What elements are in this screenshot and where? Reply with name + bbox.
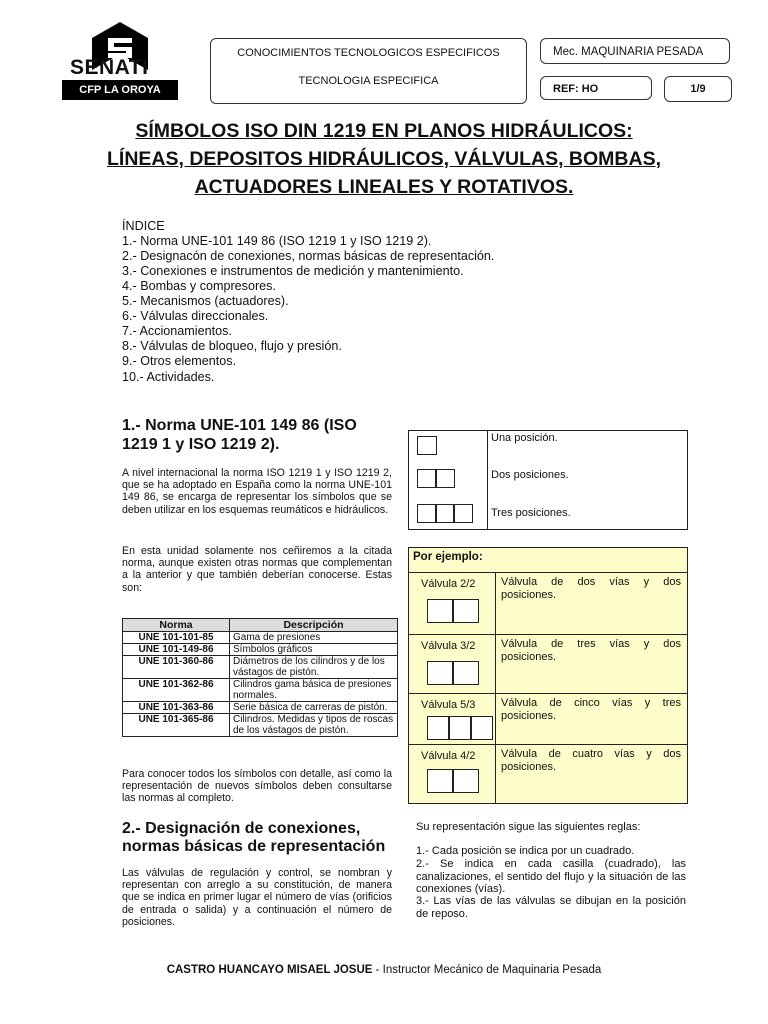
rule-item: 1.- Cada posición se indica por un cuadrado. [416,845,635,857]
table-row [123,714,398,737]
examples-box [408,547,688,804]
index-item: 10.- Actividades. [122,370,215,384]
valve-symbol-square [427,716,449,740]
example-row [409,572,687,631]
valve-symbol-square [449,716,471,740]
ref-box: REF: HO [540,76,652,100]
index-item: 6.- Válvulas direccionales. [122,309,269,323]
positions-box [408,430,688,530]
index-item: 1.- Norma UNE-101 149 86 (ISO 1219 1 y ISO 1219 2). [122,234,432,248]
valve-desc: Válvula de tres vías y dos posiciones. [501,638,681,663]
example-row [409,744,687,804]
section1-para1: A nivel internacional la norma ISO 1219 1 y ISO 1219 2, que se ha adoptado en España como la norma UNE-101 149 86, se encarga de representar los símbolos que se deben utilizar en los esquemas reumáticos e hidráulicos. [122,467,392,516]
position-label: Una posición. [491,432,558,444]
index-item: 5.- Mecanismos (actuadores). [122,294,289,308]
valve-symbol-square [453,769,479,793]
section1-para3: Para conocer todos los símbolos con detalle, así como la representación de nuevos símbolos deben consultarse las normas al completo. [122,768,392,805]
position-square [417,436,437,455]
table-row [123,656,398,679]
norm-table [122,618,398,737]
title-line2: LÍNEAS, DEPOSITOS HIDRÁULICOS, VÁLVULAS, BOMBAS, [107,148,661,170]
rule-item: 2.- Se indica en cada casilla (cuadrado), las canalizaciones, el sentido del flujo y la situación de las conexiones (vías). [416,858,686,895]
valve-desc: Válvula de cinco vías y tres posiciones. [501,697,681,722]
norm-cell: UNE 101-362-86 [123,679,230,702]
valve-symbol-square [471,716,493,740]
position-square [435,469,455,488]
norm-cell: UNE 101-365-86 [123,714,230,737]
desc-cell: Cilindros. Medidas y tipos de roscas de los vástagos de pistón. [230,714,398,737]
index-item: 2.- Designacón de conexiones, normas básicas de representación. [122,249,495,263]
index-item: 8.- Válvulas de bloqueo, flujo y presión. [122,339,342,353]
section2-para: Las válvulas de regulación y control, se nombran y representan con arreglo a su constitución, de manera que se indica en primer lugar el número de vías (orificios de entrada o salida) y a continuación el número de posiciones. [122,867,392,928]
norm-cell: UNE 101-149-86 [123,644,230,656]
valve-symbol-square [427,769,453,793]
logo-wordmark: SENATI [70,56,149,79]
footer-author: CASTRO HUANCAYO MISAEL JOSUE [166,964,373,976]
title-line1: SÍMBOLOS ISO DIN 1219 EN PLANOS HIDRÁULICOS: [135,120,633,142]
index-item: 9.- Otros elementos. [122,354,237,368]
course-line2: TECNOLOGIA ESPECIFICA [298,75,439,87]
norm-cell: UNE 101-360-86 [123,656,230,679]
desc-cell: Cilindros gama básica de presiones normales. [230,679,398,702]
valve-label: Válvula 3/2 [421,640,476,652]
index-item: 3.- Conexiones e instrumentos de medición y mantenimiento. [122,264,464,278]
position-square [453,504,473,523]
valve-desc: Válvula de cuatro vías y dos posiciones. [501,748,681,773]
section2-heading-line1: 2.- Designación de conexiones, [122,820,361,837]
section1-para2: En esta unidad solamente nos ceñiremos a la citada norma, aunque existen otras normas que complementan a la anterior y que también deberían conocerse. Estas son: [122,545,392,594]
table-row [123,702,398,714]
position-square [417,469,437,488]
position-label: Dos posiciones. [491,469,569,481]
title-line3: ACTUADORES LINEALES Y ROTATIVOS. [194,176,574,198]
rule-item: 3.- Las vías de las válvulas se dibujan en la posición de reposo. [416,895,686,920]
rules-intro: Su representación sigue las siguientes reglas: [416,821,641,833]
table-row [123,644,398,656]
position-label: Tres posiciones. [491,507,571,519]
desc-cell: Serie básica de carreras de pistón. [230,702,398,714]
index-item: 7.- Accionamientos. [122,324,232,338]
valve-label: Válvula 2/2 [421,578,476,590]
norm-col-header: Norma [123,619,230,632]
valve-symbol-square [427,599,453,623]
position-square [417,504,437,523]
section2-heading-line2: normas básicas de representación [122,838,386,855]
example-row [409,693,687,749]
course-line1: CONOCIMIENTOS TECNOLOGICOS ESPECIFICOS [237,47,500,59]
page-number: 1/9 [664,76,732,102]
specialty-box: Mec. MAQUINARIA PESADA [540,38,730,64]
table-row [123,632,398,644]
section1-heading-line1: 1.- Norma UNE-101 149 86 (ISO [122,417,357,434]
index-heading: ÍNDICE [122,219,165,233]
footer [0,964,768,976]
valve-symbol-square [453,599,479,623]
examples-heading: Por ejemplo: [413,551,483,563]
desc-cell: Diámetros de los cilindros y de los vástagos de pistón. [230,656,398,679]
desc-cell: Gama de presiones [230,632,398,644]
valve-label: Válvula 5/3 [421,699,476,711]
example-row [409,634,687,693]
norm-cell: UNE 101-101-85 [123,632,230,644]
desc-cell: Símbolos gráficos [230,644,398,656]
valve-symbol-square [427,661,453,685]
position-square [435,504,455,523]
valve-symbol-square [453,661,479,685]
index-item: 4.- Bombas y compresores. [122,279,276,293]
course-box [210,38,527,104]
table-row [123,679,398,702]
valve-desc: Válvula de dos vías y dos posiciones. [501,576,681,601]
section1-heading-line2: 1219 1 y ISO 1219 2). [122,436,280,453]
footer-role: - Instructor Mecánico de Maquinaria Pesada [372,964,602,976]
valve-label: Válvula 4/2 [421,750,476,762]
norm-cell: UNE 101-363-86 [123,702,230,714]
logo-subtitle: CFP LA OROYA [62,80,178,100]
desc-col-header: Descripción [230,619,398,632]
